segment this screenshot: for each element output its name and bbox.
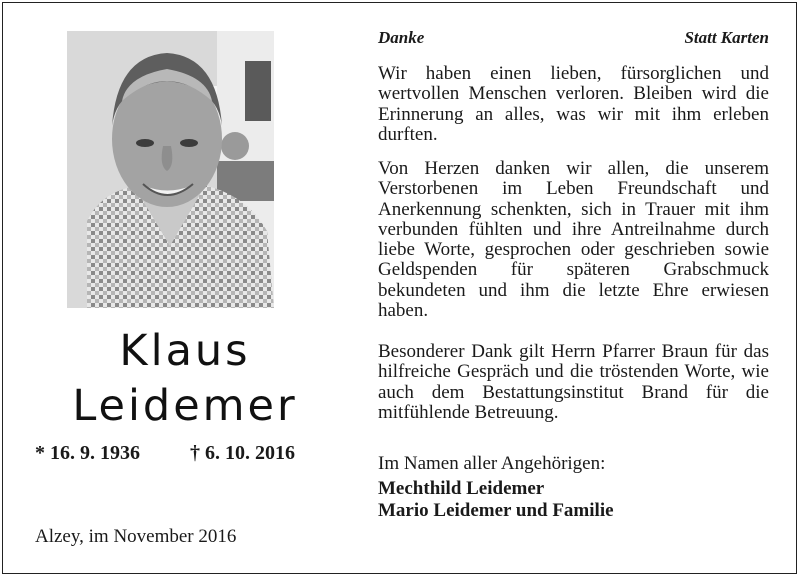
signature-name: Mario Leidemer und Familie: [378, 500, 614, 521]
place-and-date: Alzey, im November 2016: [35, 526, 237, 547]
deceased-first-name: Klaus: [119, 326, 251, 376]
paragraph-special-thanks: Besonderer Dank gilt Herrn Pfarrer Braun für das hilfreiche Gespräch und die tröstenden Worte, wie auch dem Bestattungsinstitut Brand für die mitfühlende Betreuung.: [378, 341, 769, 423]
signature-intro: Im Namen aller Angehörigen:: [378, 453, 606, 474]
header-row: [378, 28, 769, 48]
death-date: † 6. 10. 2016: [190, 442, 295, 464]
deceased-last-name: Leidemer: [72, 381, 298, 431]
signature-name: Mechthild Leidemer: [378, 478, 545, 499]
header-instead-of-cards: Statt Karten: [684, 28, 769, 47]
birth-date: * 16. 9. 1936: [35, 442, 140, 464]
paragraph-loss: Wir haben einen lieben, fürsorglichen und wertvollen Menschen verloren. Bleiben wird die Erinnerung an alles, was wir mit ihm erleben durften.: [378, 63, 769, 145]
header-thanks: Danke: [378, 28, 425, 47]
paragraph-thanks: Von Herzen danken wir allen, die unserem Verstorbenen im Leben Freundschaft und Anerkennung schenkten, sich in Trauer mit ihm verbunden fühlten und ihre Antreilnahme durch liebe Worte, gesprochen oder geschrieben sowie Geldspenden für späteren Grabschmuck bekundeten und ihm die letzte Ehre erwiesen haben.: [378, 158, 769, 322]
portrait-photo-icon: [67, 31, 274, 308]
